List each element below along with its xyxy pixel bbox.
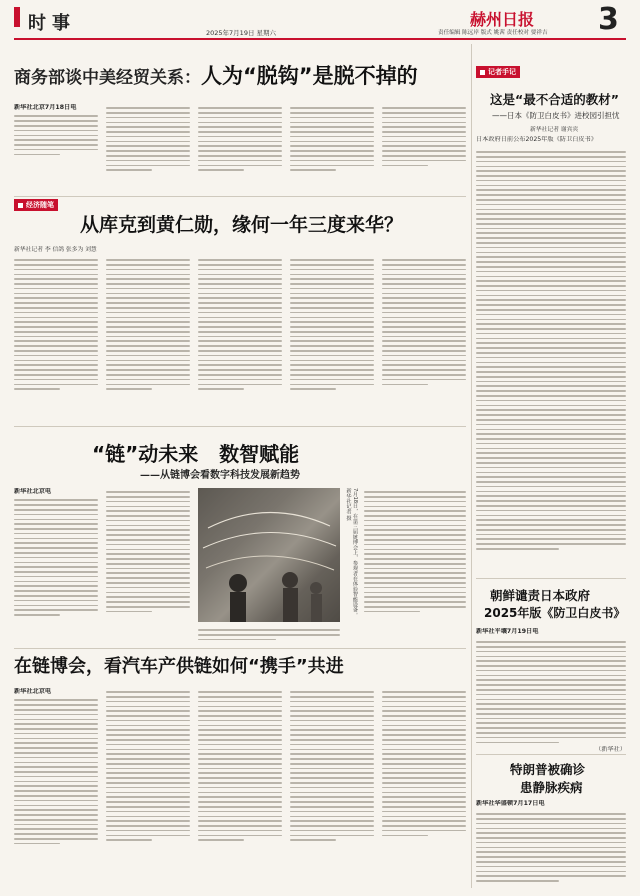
chain-dateline: 新华社北京电 — [14, 488, 52, 495]
chain-body — [14, 488, 466, 646]
defense-source: （新华社） — [595, 746, 626, 754]
defense-headline-line1: 朝鲜谴责日本政府 — [490, 588, 591, 603]
photo-illustration — [198, 488, 340, 622]
economy-category-tag: 经济随笔 — [14, 199, 58, 211]
staff-credits: 责任编辑 陈远岸 版式 姚茜 责任校对 要祥吉 — [438, 30, 548, 36]
auto-dateline: 新华社北京电 — [14, 688, 52, 695]
lead-title-main: 人为“脱钩”是脱不掉的 — [201, 64, 418, 88]
economy-author: 新华社记者 李 信鸽 张多为 刘慧 — [14, 247, 97, 253]
commentary-author: 新华社记者 谢宾宾 — [530, 127, 579, 133]
chain-headline: “链”动未来 数智赋能 — [92, 442, 300, 466]
defense-dateline: 新华社平壤7月19日电 — [476, 628, 539, 635]
special-body — [476, 800, 626, 886]
auto-body — [14, 688, 466, 884]
defense-body — [476, 628, 626, 754]
chain-subtitle: ——从链博会看数字科技发展新趋势 — [140, 470, 300, 481]
special-headline-line1: 特朗普被确诊 — [510, 762, 586, 777]
section-name: 时事 — [28, 13, 76, 34]
special-dateline: 新华社华盛顿7月17日电 — [476, 800, 545, 807]
commentary-subtitle: ——日本《防卫白皮书》进校园引担忧 — [492, 111, 620, 120]
lead-headline — [14, 60, 466, 90]
lead-dateline: 新华社北京7月18日电 — [14, 104, 77, 111]
defense-headline-line2: 2025年版《防卫白皮书》 — [484, 606, 626, 620]
auto-headline: 在链博会，看汽车产供链如何“携手”共进 — [14, 656, 344, 677]
issue-date: 2025年7月19日 星期六 — [206, 29, 277, 37]
commentary-category-tag: 记者手记 — [476, 66, 520, 78]
page-number: 3 — [598, 2, 619, 37]
commentary-headline: 这是“最不合适的教材” — [490, 92, 619, 107]
lead-title-prefix: 商务部谈中美经贸关系： — [14, 68, 201, 88]
lead-body — [14, 104, 466, 190]
economy-headline: 从库克到黄仁勋，缘何一年三度来华？ — [80, 214, 404, 236]
commentary-body — [476, 136, 626, 576]
paper-name: 赫州日报 — [470, 10, 535, 29]
special-headline-line2: 患静脉疾病 — [520, 780, 583, 795]
economy-body — [14, 256, 466, 426]
commentary-dateline: 日本政府日前公布2025年版《防卫白皮书》 — [476, 136, 597, 143]
chain-photo — [198, 488, 340, 622]
masthead — [0, 0, 640, 40]
chain-photo-caption: 7月18日，在第三届链博会上，参观者在体验智能设备。新华社记者 摄 — [345, 488, 358, 618]
